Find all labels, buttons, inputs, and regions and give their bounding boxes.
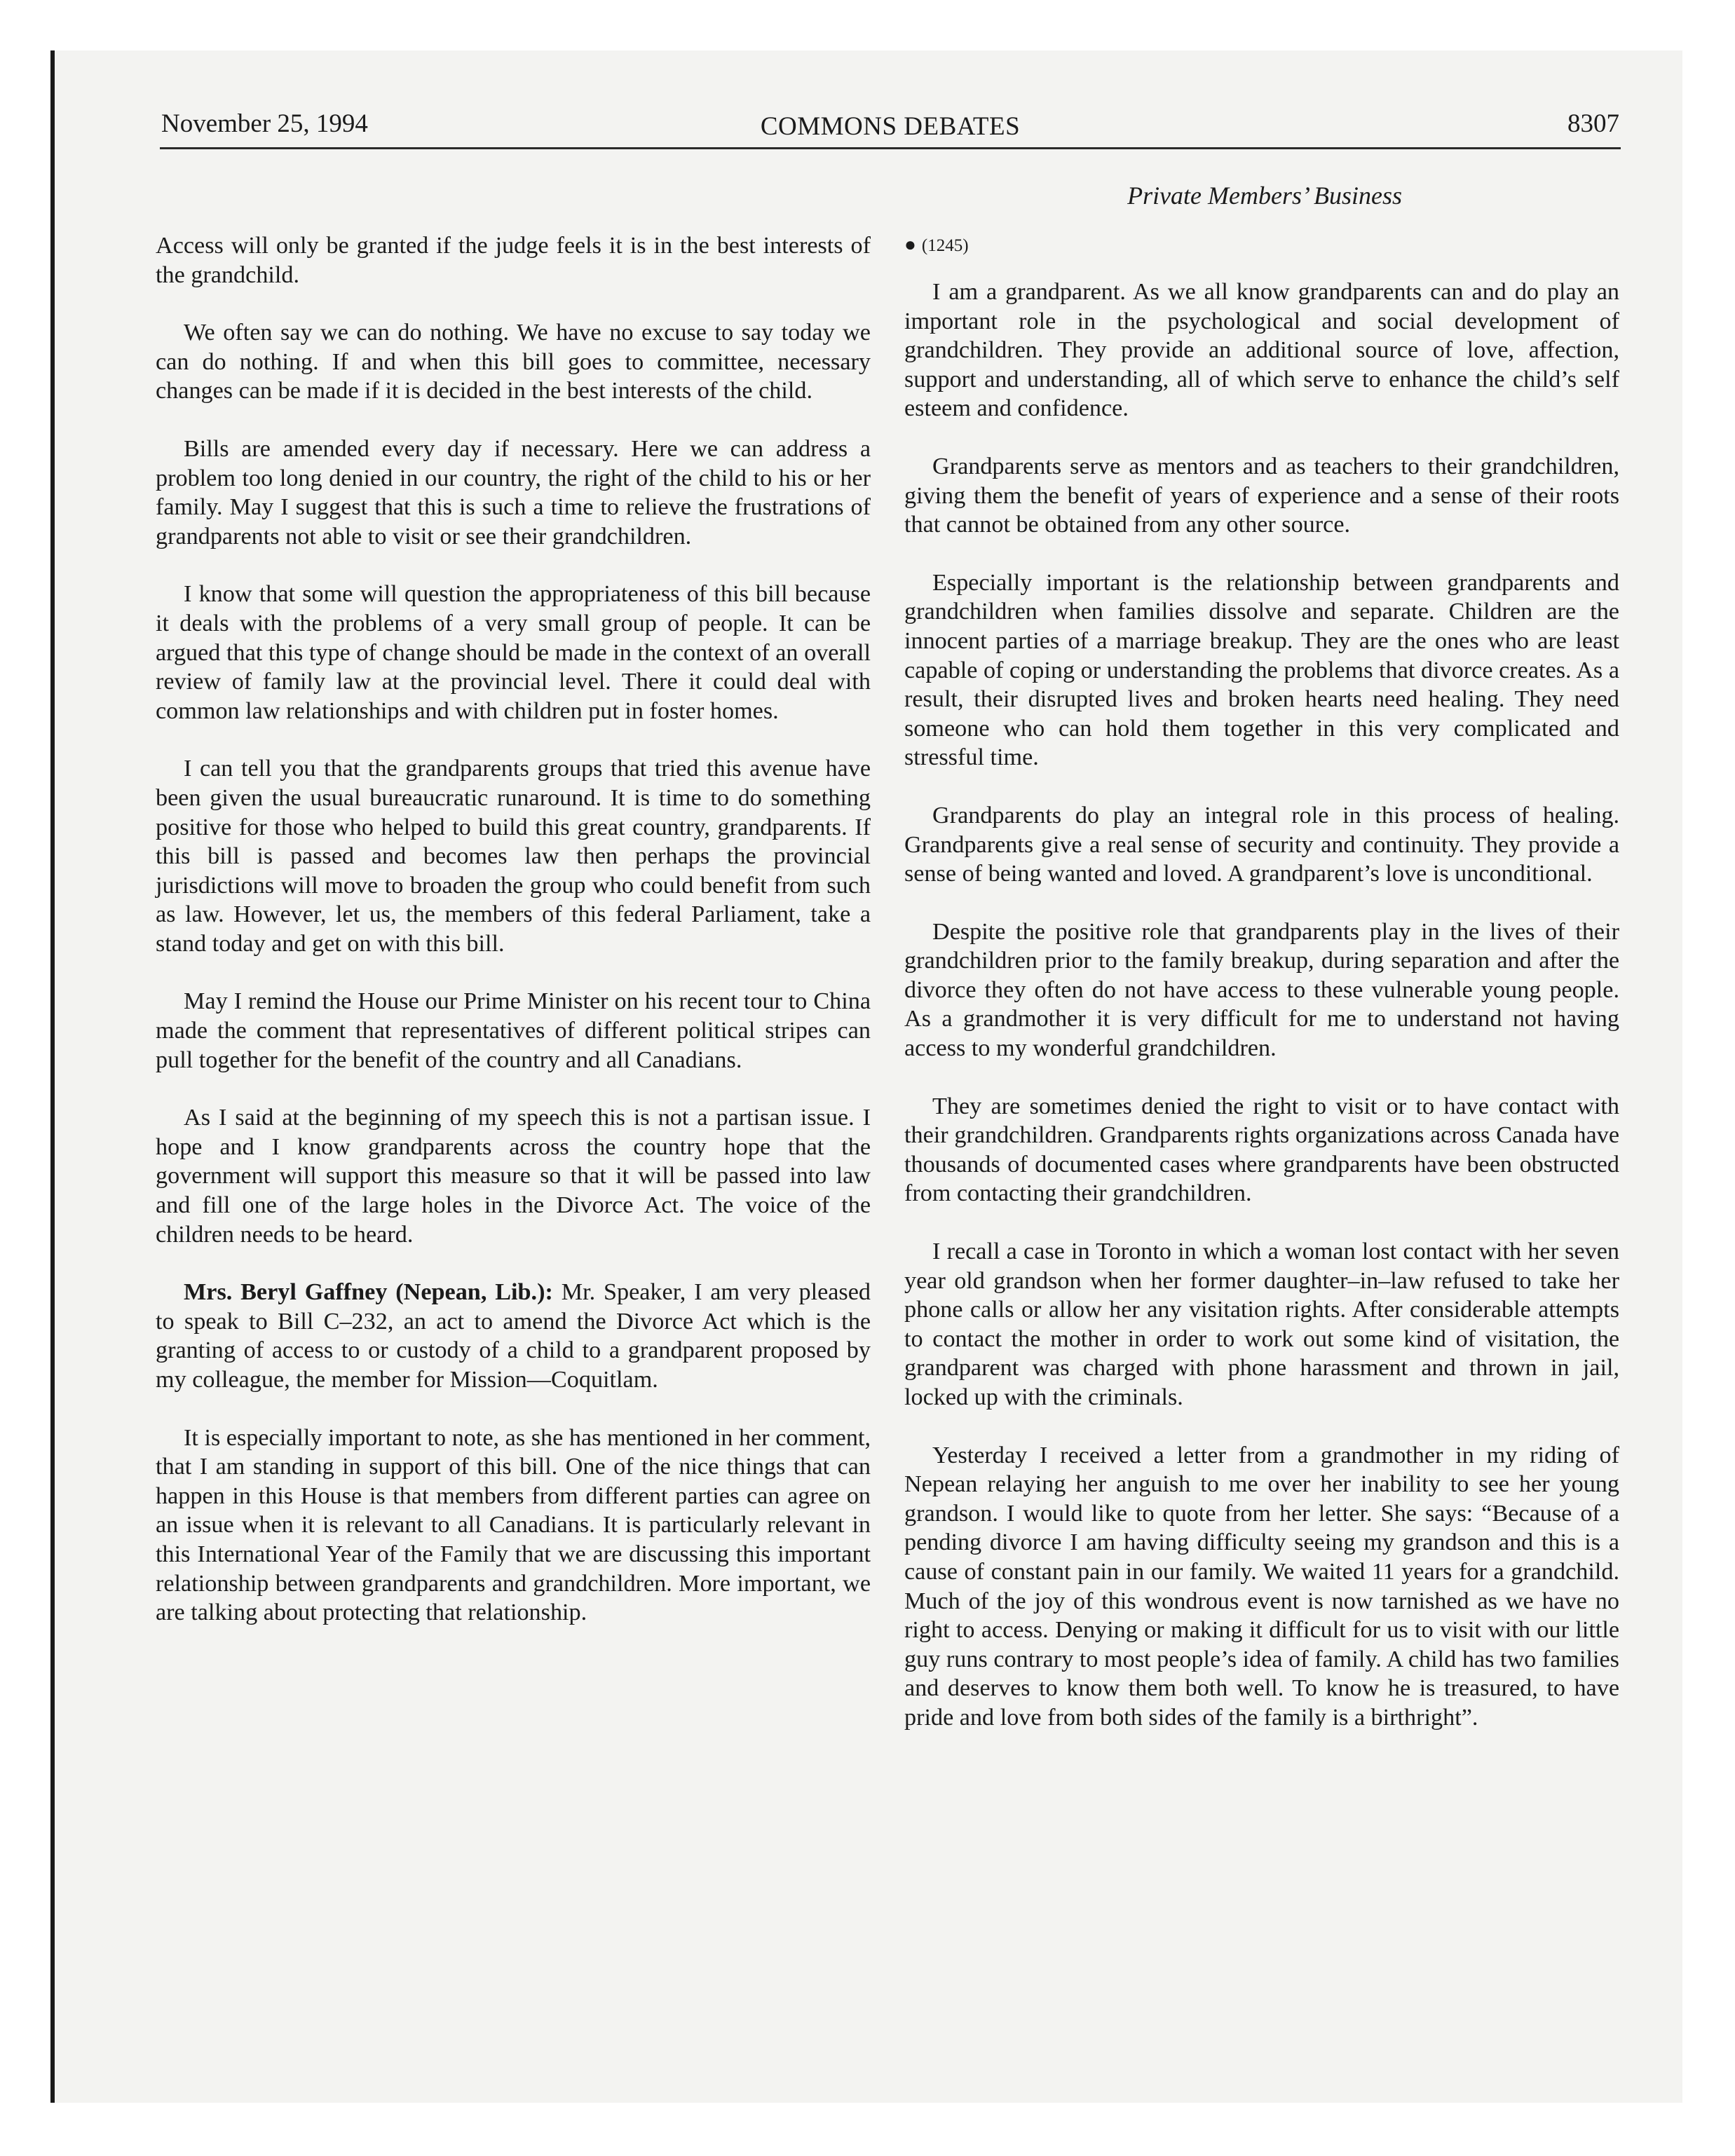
paragraph: I recall a case in Toronto in which a woman lost contact with her seven year old grandson when her former daughter–in–law refused to take her phone calls or allow her any visitation rights. After considerable attempts to contact the mother in order to work out some kind of visitation, the grandparent was charged with phone harassment and thrown in jail, locked up with the criminals. — [904, 1239, 1619, 1410]
paragraph: Yesterday I received a letter from a grandmother in my riding of Nepean relaying her anguish to me over her inability to see her young grandson. I would like to quote from her letter. She says: “Because of a pending divorce I am having difficulty seeing my grandson and this is a cause of constant pain in our family. We waited 11 years for a grandchild. Much of the joy of this wondrous event is now tarnished as we have no right to access. Denying or making it difficult for us to visit with our little guy runs contrary to most people’s idea of family. A child has two families and deserves to know them both well. To know he is treasured, to have pride and love from both sides of the family is a birthright”. — [904, 1442, 1619, 1731]
header-date: November 25, 1994 — [161, 109, 368, 138]
paragraph: Grandparents serve as mentors and as teachers to their grandchildren, giving them the benefit of years of experience and a sense of their roots that cannot be obtained from any other source. — [904, 453, 1619, 538]
paragraph: Access will only be granted if the judge feels it is in the best interests of the grandchild. — [156, 233, 871, 288]
section-label: Private Members’ Business — [1127, 182, 1402, 210]
header-title: COMMONS DEBATES — [760, 112, 1021, 141]
timestamp-text: (1245) — [921, 236, 969, 255]
paragraph: Despite the positive role that grandparents play in the lives of their grandchildren prior to the family breakup, during separation and after the divorce they often do not have access to these vulnerable young people. As a grandmother it is very difficult for me to understand not having access to my wonderful grandchildren. — [904, 918, 1619, 1062]
paragraph: Grandparents do play an integral role in this process of healing. Grandparents give a real sense of security and continuity. They provide a sense of being wanted and loved. A grandparent’s love is unconditional. — [904, 802, 1619, 887]
paragraph: It is especially important to note, as she has mentioned in her comment, that I am standing in support of this bill. One of the nice things that can happen in this House is that members from different parties can agree on an issue when it is relevant to all Canadians. It is particularly relevant in this International Year of the Family that we are discussing this important relationship between grandparents and grandchildren. More important, we are talking about protecting that relationship. — [156, 1424, 871, 1626]
bullet-icon: ● — [904, 234, 916, 256]
paragraph: I can tell you that the grandparents groups that tried this avenue have been given the usual bureaucratic runaround. It is time to do something positive for those who helped to build this great country, grandparents. If this bill is passed and becomes law then perhaps the provincial jurisdictions will move to broaden the group who could benefit from such as law. However, let us, the members of this federal Parliament, take a stand today and get on with this bill. — [156, 756, 871, 957]
header-page-number: 8307 — [1567, 109, 1619, 138]
speech-paragraph — [156, 1278, 871, 1394]
paragraph: They are sometimes denied the right to visit or to have contact with their grandchildren. Grandparents rights organizations across Canada have thousands of documented cases where grandparents have been obstructed from contacting their grandchildren. — [904, 1093, 1619, 1207]
speaker-name: Mrs. Beryl Gaffney (Nepean, Lib.): — [184, 1279, 553, 1306]
paragraph: Bills are amended every day if necessary. Here we can address a problem too long denied in our country, the right of the child to his or her family. May I suggest that this is such a time to relieve the frustrations of grandparents not able to visit or see their grandchildren. — [156, 435, 871, 550]
paragraph: May I remind the House our Prime Minister on his recent tour to China made the comment that representatives of different political stripes can pull together for the benefit of the country and all Canadians. — [156, 988, 871, 1073]
paragraph: Especially important is the relationship between grandparents and grandchildren when families dissolve and separate. Children are the innocent parties of a marriage breakup. They are the ones who are least capable of coping or understanding the problems that divorce creates. As a result, their disrupted lives and broken hearts need healing. They need someone who can hold them together in this very complicated and stressful time. — [904, 569, 1619, 771]
left-column — [156, 231, 871, 1656]
timestamp — [904, 235, 1619, 257]
paragraph: As I said at the beginning of my speech this is not a partisan issue. I hope and I know grandparents across the country hope that the government will support this measure so that it will be passed into law and fill one of the large holes in the Divorce Act. The voice of the children needs to be heard. — [156, 1105, 871, 1248]
paragraph: We often say we can do nothing. We have no excuse to say today we can do nothing. If and when this bill goes to committee, necessary changes can be made if it is decided in the best interests of the child. — [156, 320, 871, 404]
paragraph: I am a grandparent. As we all know grandparents can and do play an important role in the psychological and social development of grandchildren. They provide an additional source of love, affection, support and understanding, all of which serve to enhance the child’s self esteem and confidence. — [904, 279, 1619, 422]
speech-text: Mr. Speaker, I am very pleased to speak to Bill C–232, an act to amend the Divorce Act which is the granting of access to or custody of a child to a grandparent proposed by my colleague, the member for Mission—Coquitlam. — [156, 1279, 871, 1393]
paragraph: I know that some will question the appropriateness of this bill because it deals with the problems of a very small group of people. It can be argued that this type of change should be made in the context of an overall review of family law at the provincial level. There it could deal with common law relationships and with children put in foster homes. — [156, 581, 871, 724]
right-column — [904, 235, 1619, 1761]
page-header — [161, 109, 1619, 151]
header-rule — [160, 147, 1621, 149]
